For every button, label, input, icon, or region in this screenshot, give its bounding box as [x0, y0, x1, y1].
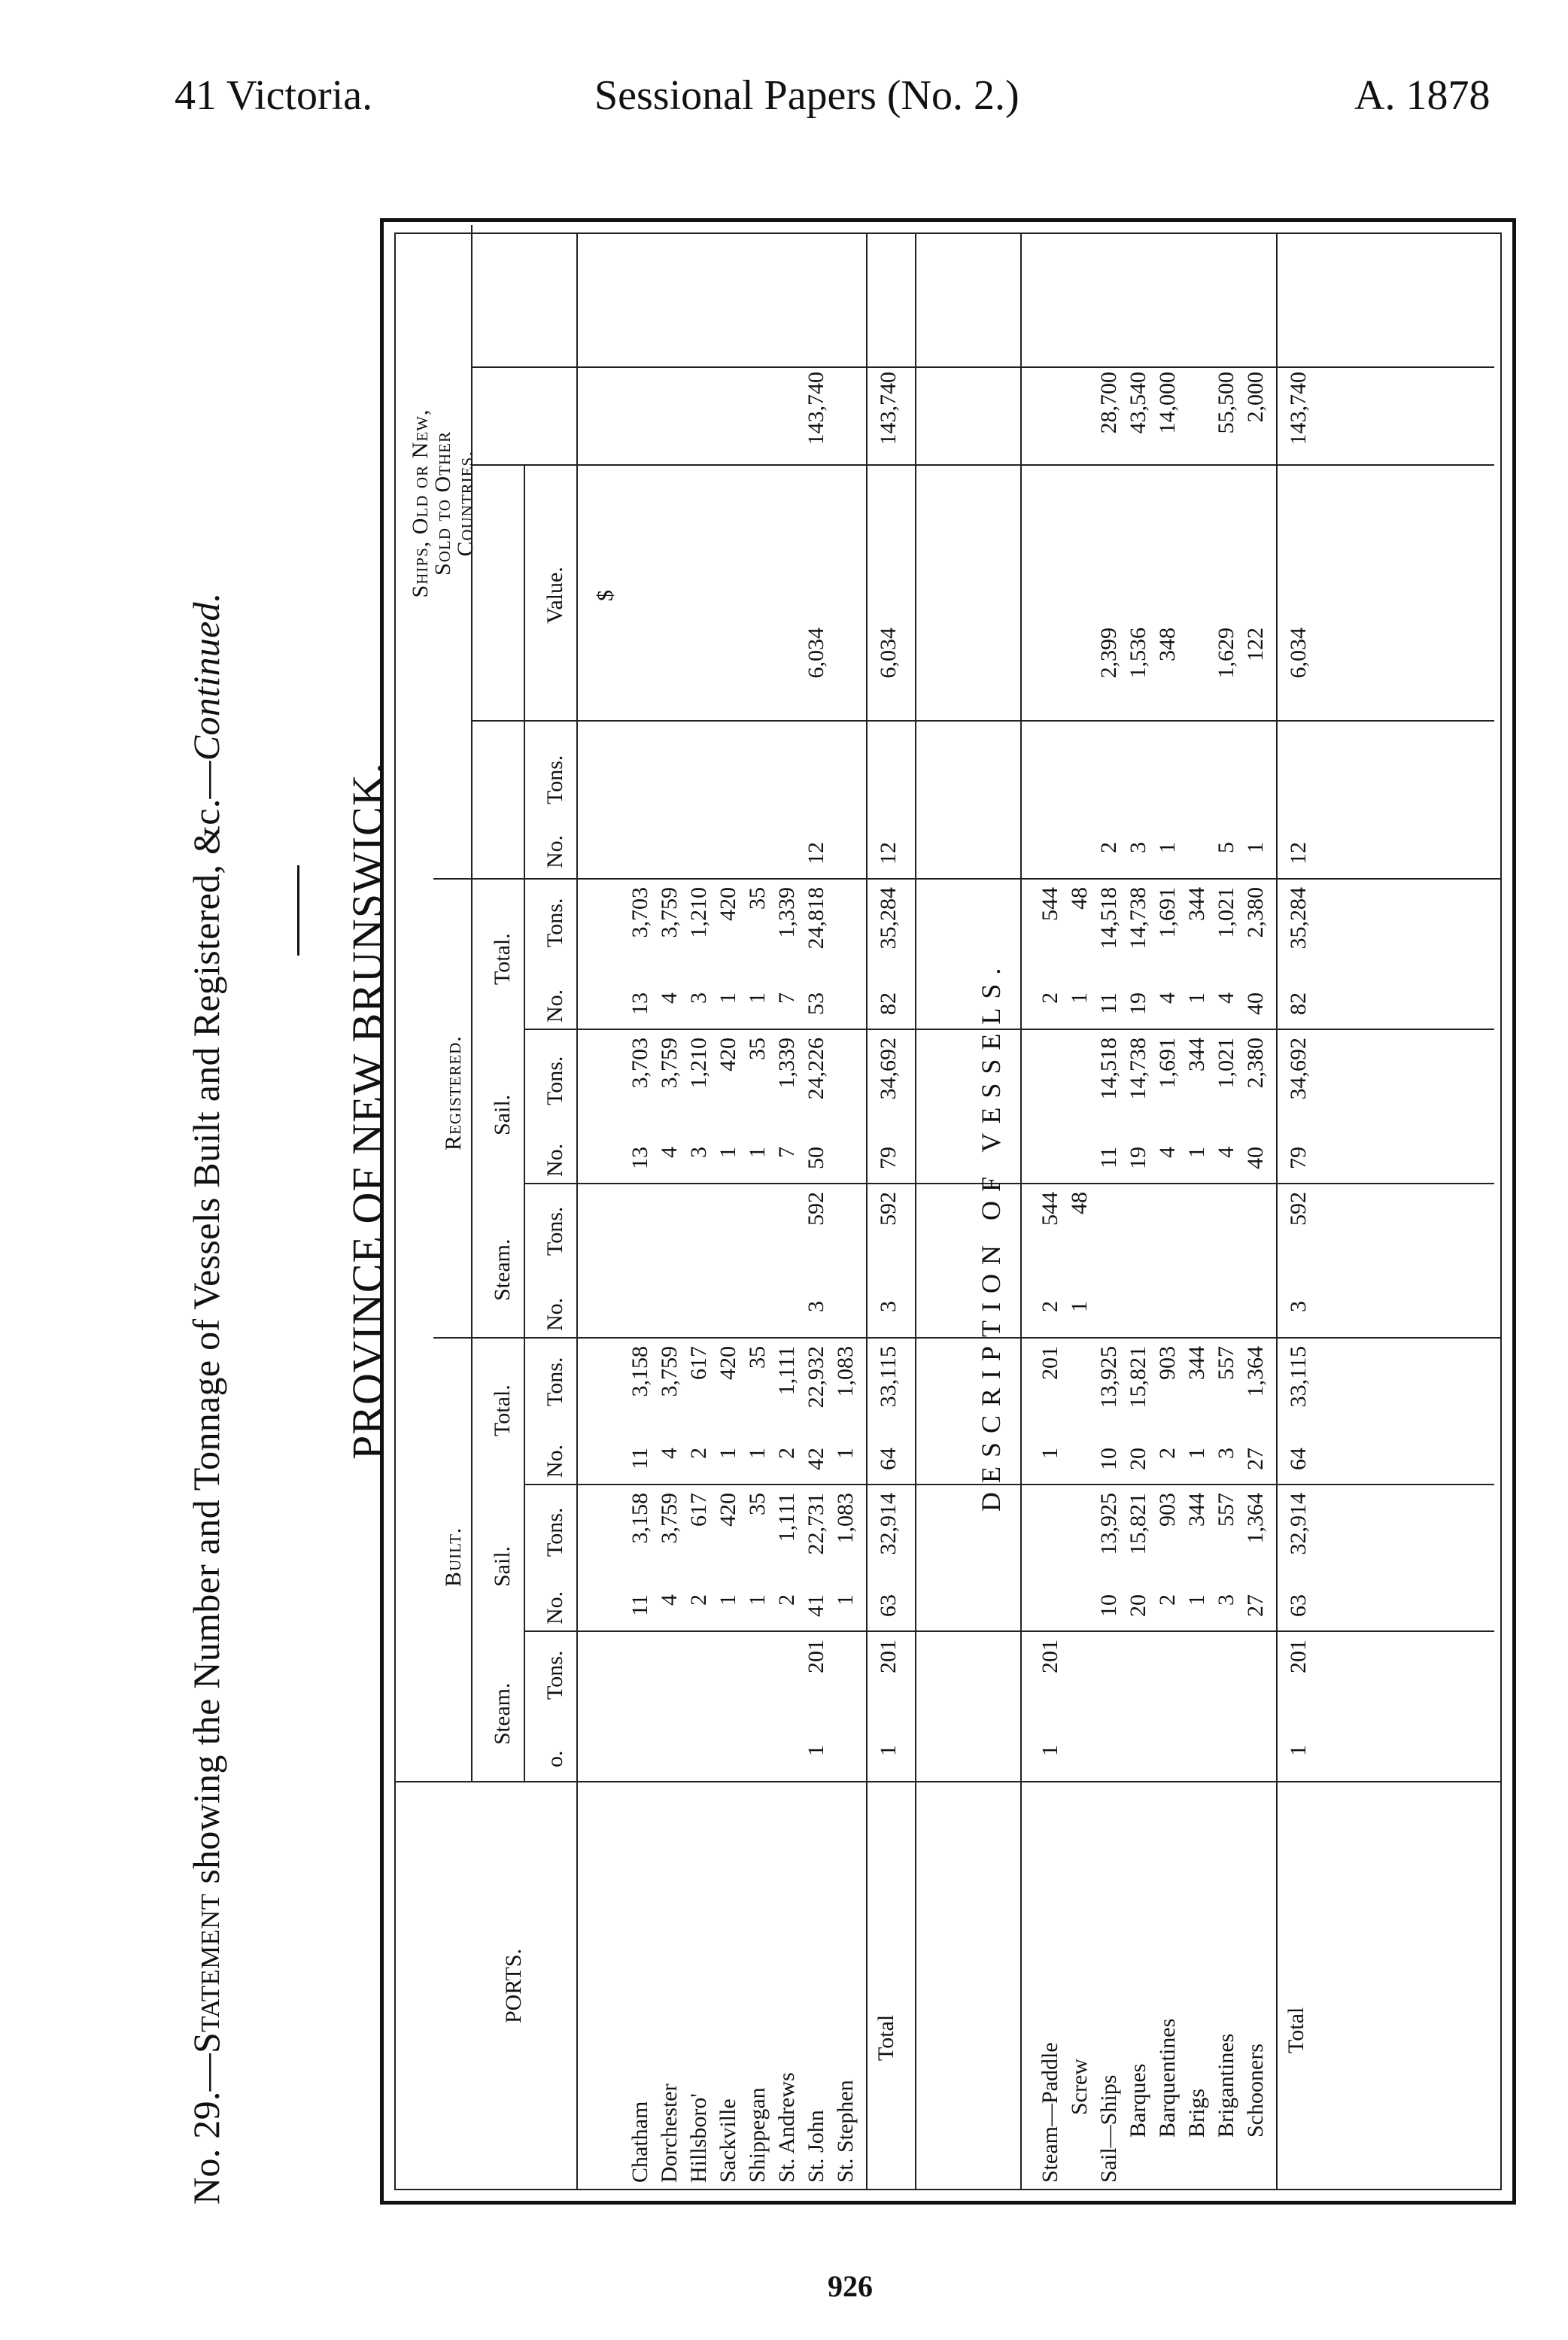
- ports-total-cell: 63: [876, 1594, 901, 1617]
- hdr-tons-2: Tons.: [542, 1507, 567, 1557]
- ports-reg-total-tons: 3,703 3,759 1,210 420 35 1,339 24,818: [628, 887, 828, 950]
- ports-built-steam-no: 1: [804, 1745, 828, 1756]
- ports-reg-steam-no: 3: [804, 1301, 828, 1312]
- ports-total-cell: 82: [876, 992, 901, 1015]
- desc-total-cell: 79: [1286, 1147, 1311, 1169]
- hdr-rule-3: [576, 234, 578, 2189]
- ports-total-cell: 6,034: [876, 628, 901, 679]
- ports-sold-tons: 6,034: [804, 628, 828, 679]
- hdr-value: Value.: [542, 567, 567, 624]
- desc-total-cell: 32,914: [1286, 1493, 1311, 1555]
- ports-sold-value: 143,740: [804, 372, 828, 445]
- hdr-tons-4: Tons.: [542, 1206, 567, 1256]
- ports-total-label: Total: [874, 2014, 898, 2061]
- ports-total-cell: 592: [876, 1192, 901, 1226]
- desc-total-cell: 1: [1286, 1745, 1311, 1756]
- rotated-table-page: [162, 150, 1516, 2250]
- hdr-tons-5: Tons.: [542, 1056, 567, 1105]
- hdr-no-7: No.: [542, 834, 567, 868]
- hdr-ports: PORTS.: [501, 1948, 526, 2023]
- description-rule: [1020, 234, 1022, 2189]
- desc-built-total-tons: 201 13,925 15,821 903 344 557 1,364: [1038, 1346, 1268, 1409]
- ports-reg-sail-no: 13 4 3 1 1 7 50: [628, 1147, 828, 1169]
- title-rule: [297, 865, 299, 956]
- ports-built-sail-no: 11 4 2 1 1 2 41 1: [628, 1594, 858, 1617]
- hdr-no-6: No.: [542, 989, 567, 1023]
- ports-reg-total-no: 13 4 3 1 1 7 53: [628, 992, 828, 1015]
- ports-total-cell: 33,115: [876, 1346, 901, 1408]
- ports-reg-sail-tons: 3,703 3,759 1,210 420 35 1,339 24,226: [628, 1038, 828, 1100]
- page-number: 926: [828, 2269, 873, 2303]
- desc-total-cell: 33,115: [1286, 1346, 1311, 1408]
- desc-built-sail-no: 10 20 2 1 3 27: [1096, 1594, 1268, 1617]
- ports-total-cell: 35,284: [876, 887, 901, 950]
- desc-total-cell: 201: [1286, 1640, 1311, 1673]
- ports-total-cell: 12: [876, 842, 901, 865]
- ports-total-cell: 64: [876, 1448, 901, 1470]
- statement-title: [184, 592, 228, 2205]
- desc-reg-steam-tons: 544 48: [1038, 1192, 1092, 1226]
- desc-reg-total-tons: 544 48 14,518 14,738 1,691 344 1,021 2,380: [1038, 887, 1268, 950]
- hdr-tons-7: Tons.: [542, 755, 567, 804]
- ports-list: Chatham Dorchester Hillsboro' Sackville Shippegan St. Andrews St. John St. Stephen: [628, 2072, 858, 2183]
- hdr-built: Built.: [441, 1527, 466, 1587]
- ports-total-cell: 143,740: [876, 372, 901, 445]
- desc-total-cell: 12: [1286, 842, 1311, 865]
- desc-sold-value: 28,700 43,540 14,000 55,500 2,000: [1096, 372, 1268, 434]
- col-rule-registered: [433, 878, 1500, 880]
- desc-total-cell: 592: [1286, 1192, 1311, 1226]
- col-rule-built: [433, 1337, 1500, 1339]
- ports-built-steam-tons: 201: [804, 1640, 828, 1673]
- ports-total-cell: 32,914: [876, 1493, 901, 1555]
- hdr-tons-3: Tons.: [542, 1357, 567, 1406]
- ports-total-cell: 3: [876, 1301, 901, 1312]
- ports-total-rule-bottom: [915, 234, 916, 2189]
- desc-sold-no: 2 3 1 5 1: [1096, 842, 1268, 853]
- hdr-no-4: No.: [542, 1297, 567, 1331]
- desc-total-cell: 3: [1286, 1301, 1311, 1312]
- ports-total-cell: 201: [876, 1640, 901, 1673]
- ports-built-total-tons: 3,158 3,759 617 420 35 1,111 22,932 1,083: [628, 1346, 858, 1409]
- rule-value-inner: [471, 366, 1494, 368]
- ports-total-cell: 1: [876, 1745, 901, 1756]
- desc-total-cell: 143,740: [1286, 372, 1311, 445]
- hdr-tons-1: Tons.: [542, 1650, 567, 1700]
- ports-total-cell: 79: [876, 1147, 901, 1169]
- desc-sold-tons: 2,399 1,536 348 1,629 122: [1096, 628, 1268, 679]
- desc-total-cell: 34,692: [1286, 1038, 1311, 1100]
- hdr-no-1: o.: [542, 1750, 567, 1767]
- title-statement-word: Statement: [185, 1893, 227, 2053]
- desc-total-label: Total: [1284, 2007, 1308, 2053]
- hdr-no-3: No.: [542, 1444, 567, 1478]
- vessels-table: [380, 218, 1516, 2205]
- desc-reg-steam-no: 2 1: [1038, 1301, 1092, 1312]
- rule-reg-sail-total: [524, 1029, 1494, 1030]
- ports-built-total-no: 11 4 2 1 1 2 42 1: [628, 1448, 858, 1470]
- title-continued: Continued.: [185, 592, 227, 761]
- desc-built-sail-tons: 13,925 15,821 903 344 557 1,364: [1096, 1493, 1268, 1555]
- province-heading: PROVINCE OF NEW BRUNSWICK.: [343, 761, 392, 1460]
- desc-total-cell: 35,284: [1286, 887, 1311, 950]
- title-rest: showing the Number and Tonnage of Vessels Built and Registered, &c.—: [185, 761, 227, 1894]
- hdr-no-5: No.: [542, 1143, 567, 1177]
- desc-reg-total-no: 2 1 11 19 4 1 4 40: [1038, 992, 1268, 1015]
- rule-built-steam-sail: [524, 1630, 1494, 1632]
- hdr-registered: Registered.: [441, 1035, 466, 1150]
- description-heading: DESCRIPTION OF VESSELS.: [976, 959, 1006, 1512]
- desc-total-cell: 82: [1286, 992, 1311, 1015]
- desc-built-total-no: 1 10 20 2 1 3 27: [1038, 1448, 1268, 1470]
- ports-sold-no: 12: [804, 842, 828, 865]
- ports-total-rule-top: [866, 234, 868, 2189]
- desc-total-cell: 64: [1286, 1448, 1311, 1470]
- hdr-built-total: Total.: [490, 1384, 515, 1436]
- header-session: 41 Victoria.: [175, 72, 373, 119]
- desc-total-cell: 63: [1286, 1594, 1311, 1617]
- hdr-built-sail: Sail.: [490, 1545, 515, 1587]
- header-year: A. 1878: [1354, 72, 1491, 119]
- desc-built-steam-tons: 201: [1038, 1640, 1062, 1673]
- hdr-sold: Ships, Old or New, Sold to Other Countries.: [408, 409, 478, 598]
- col-rule-ports: [396, 1781, 1500, 1782]
- description-list: Steam—Paddle Screw Sail—Ships Barques Barquentines Brigs Brigantines Schooners: [1038, 2018, 1268, 2183]
- desc-reg-sail-no: 11 19 4 1 4 40: [1096, 1147, 1268, 1169]
- desc-built-steam-no: 1: [1038, 1745, 1062, 1756]
- ports-built-sail-tons: 3,158 3,759 617 420 35 1,111 22,731 1,083: [628, 1493, 858, 1555]
- ports-reg-steam-tons: 592: [804, 1192, 828, 1226]
- hdr-no-2: No.: [542, 1591, 567, 1624]
- table-inner-frame: [394, 232, 1502, 2190]
- rule-reg-steam-sail: [524, 1183, 1494, 1184]
- rule-sold: [471, 720, 1494, 722]
- rule-value: [471, 464, 1494, 466]
- header-title: Sessional Papers (No. 2.): [594, 72, 1020, 119]
- desc-total-cell: 6,034: [1286, 628, 1311, 679]
- ports-total-cell: 34,692: [876, 1038, 901, 1100]
- hdr-built-steam: Steam.: [490, 1682, 515, 1745]
- hdr-rule-2: [524, 466, 525, 1782]
- title-prefix: No. 29.—: [185, 2053, 227, 2205]
- hdr-reg-steam: Steam.: [490, 1238, 515, 1301]
- desc-total-rule-top: [1276, 234, 1278, 2189]
- hdr-reg-sail: Sail.: [490, 1094, 515, 1135]
- rule-built-sail-total: [524, 1484, 1494, 1485]
- hdr-tons-6: Tons.: [542, 898, 567, 947]
- desc-reg-sail-tons: 14,518 14,738 1,691 344 1,021 2,380: [1096, 1038, 1268, 1100]
- dollar-sign: $: [593, 590, 618, 601]
- hdr-reg-total: Total.: [490, 933, 515, 985]
